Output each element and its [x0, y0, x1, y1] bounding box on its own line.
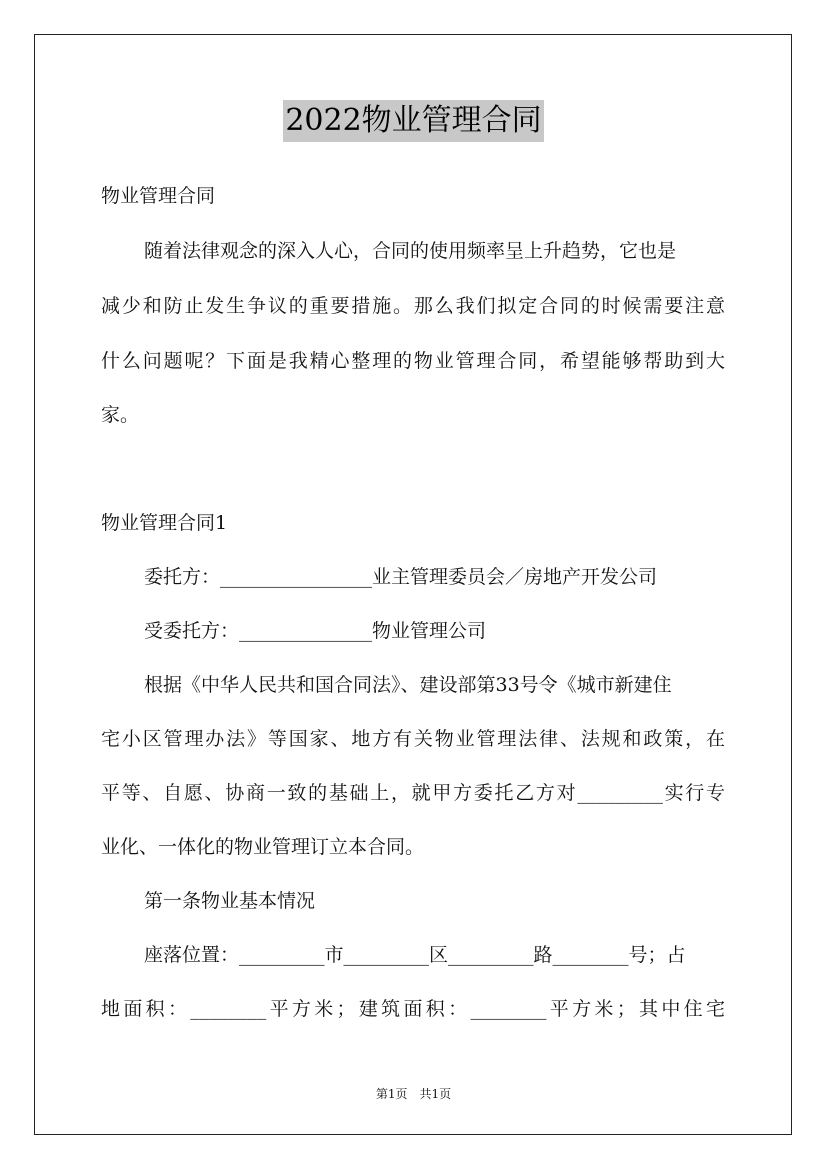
- article1-line-1: 座落位置：_________市_________区_________路________号；占: [144, 944, 686, 966]
- article1-line-2: 地面积：________平方米；建筑面积：________平方米；其中住宅: [101, 998, 725, 1020]
- title-container: [0, 100, 827, 142]
- preamble-line-1: 根据《中华人民共和国合同法》、建设部第33号令《城市新建住: [144, 674, 672, 696]
- party-a-line: 委托方：________________业主管理委员会／房地产开发公司: [144, 566, 658, 588]
- document-subtitle: 物业管理合同: [101, 185, 216, 207]
- article1-heading: 第一条物业基本情况: [144, 890, 316, 912]
- intro-line-1: 随着法律观念的深入人心，合同的使用频率呈上升趋势，它也是: [144, 240, 677, 262]
- intro-line-4: 家。: [101, 404, 140, 426]
- section-heading: 物业管理合同1: [101, 512, 228, 534]
- intro-line-2: 减少和防止发生争议的重要措施。那么我们拟定合同的时候需要注意: [101, 295, 725, 317]
- page-footer: 第1页 共1页: [375, 1087, 452, 1101]
- preamble-line-4: 业化、一体化的物业管理订立本合同。: [101, 836, 425, 858]
- document-title: 2022物业管理合同: [283, 100, 543, 142]
- preamble-line-3: 平等、自愿、协商一致的基础上，就甲方委托乙方对_________实行专: [101, 782, 725, 804]
- intro-line-3: 什么问题呢？下面是我精心整理的物业管理合同，希望能够帮助到大: [101, 350, 725, 372]
- preamble-line-2: 宅小区管理办法》等国家、地方有关物业管理法律、法规和政策，在: [101, 728, 725, 750]
- party-b-line: 受委托方：______________物业管理公司: [144, 620, 487, 642]
